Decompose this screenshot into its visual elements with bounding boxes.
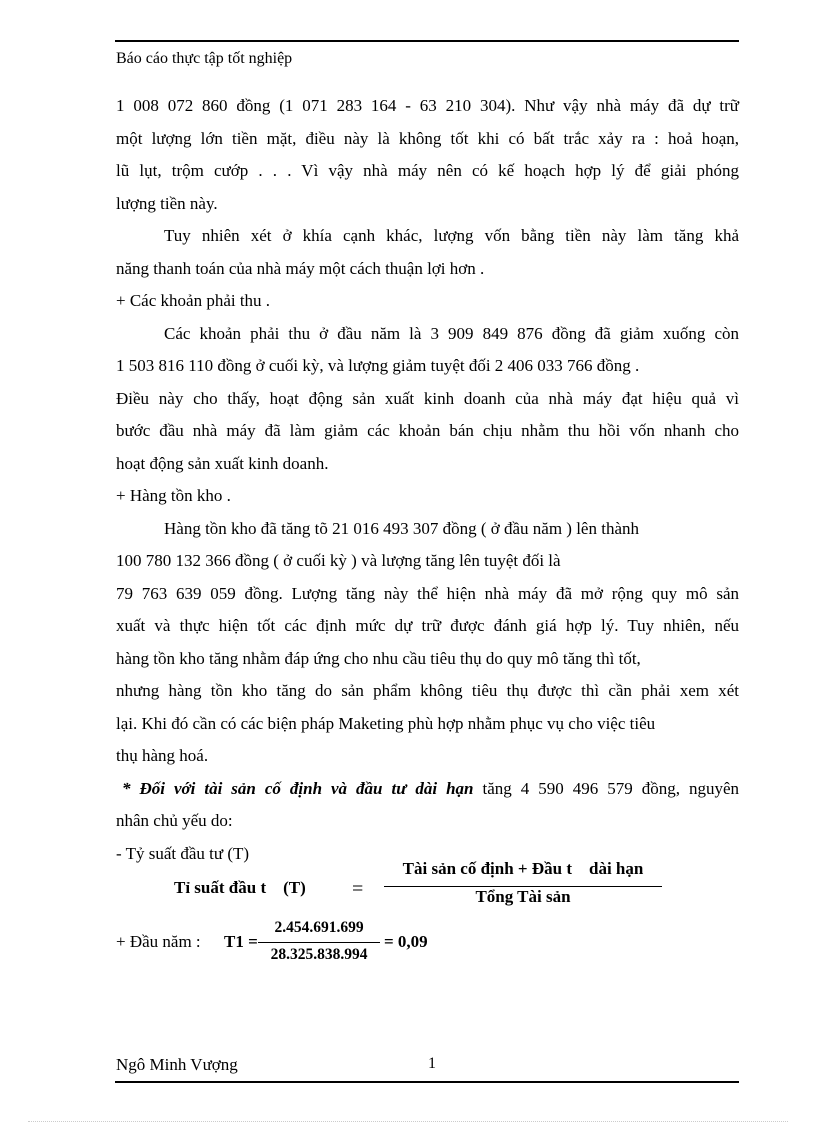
formula2-numerator: 2.454.691.699 [274,919,364,936]
page-edge [28,1121,788,1122]
fixed-assets-line [116,773,739,806]
body-line: Tuy nhiên xét ở khía cạnh khác, lượng vốn bằng tiền này làm tăng khả [164,226,739,245]
formula1-denominator: Tổng Tài sản [475,887,571,906]
footer-rule [115,1081,739,1083]
fixed-assets-rest: tăng 4 590 496 579 đồng, nguyên [473,778,739,798]
body-line: 1 503 816 110 đồng ở cuối kỳ, và lượng giảm tuyệt đối 2 406 033 766 đồng . [116,356,640,375]
ratio-heading: - Tỷ suất đầu tư (T) [116,843,250,863]
body-line: 1 008 072 860 đồng (1 071 283 164 - 63 210 304). Như vậy nhà máy đã dự trữ [116,96,739,115]
body-line: xuất và thực hiện tốt các định mức dự trữ được đánh giá hợp lý. Tuy nhiên, nếu [116,616,739,635]
body-line: Hàng tồn kho đã tăng tõ 21 016 493 307 đồng ( ở đầu năm ) lên thành [164,518,639,538]
fixed-assets-heading: Đối với tài sản cố định và đầu tư dài hạn [139,778,474,798]
section-heading-receivables: + Các khoản phải thu . [116,291,271,310]
body-line: thụ hàng hoá. [116,746,209,765]
formula2-result: = 0,09 [384,932,428,951]
page-number: 1 [428,1055,436,1072]
body-line: hoạt động sản xuất kinh doanh. [116,453,329,473]
body-line: nhân chủ yếu do: [116,811,233,830]
fixed-assets-prefix: * [122,778,140,798]
formula1-equals: = [352,878,364,900]
header-rule [115,40,739,42]
formula1-lhs: Tỉ suất đầu t (T) [174,878,306,897]
formula1-numerator: Tài sản cố định + Đầu t dài hạn [402,859,644,878]
formula2-denominator: 28.325.838.994 [270,946,368,963]
body-line: bước đầu nhà máy đã làm giảm các khoản bán chịu nhằm thu hồi vốn nhanh cho [116,421,739,440]
header-title: Báo cáo thực tập tốt nghiệp [116,50,293,67]
body-line: Điều này cho thấy, hoạt động sản xuất kinh doanh của nhà máy đạt hiệu quả vì [116,388,739,408]
body-line: một lượng lớn tiền mặt, điều này là không tốt khi có bất trắc xảy ra : hoả hoạn, [116,128,739,148]
formula2-fraction-bar [258,942,380,943]
body-line: lượng tiền này. [116,193,218,213]
body-line: lại. Khi đó cần có các biện pháp Maketing phù hợp nhằm phục vụ cho việc tiêu [116,713,656,733]
body-line: Các khoản phải thu ở đầu năm là 3 909 849 876 đồng đã giảm xuống còn [164,323,739,343]
body-line: nhưng hàng tồn kho tăng do sản phẩm không tiêu thụ được thì cần phải xem xét [116,681,739,700]
section-heading-inventory: + Hàng tồn kho . [116,486,231,505]
body-line: 79 763 639 059 đồng. Lượng tăng này thể hiện nhà máy đã mở rộng quy mô sản [116,583,739,603]
body-line: năng thanh toán của nhà máy một cách thuận lợi hơn . [116,258,485,278]
body-line: lũ lụt, trộm cướp . . . Vì vậy nhà máy nên có kế hoạch hợp lý để giải phóng [116,161,739,180]
body-line: hàng tồn kho tăng nhằm đáp ứng cho nhu cầu tiêu thụ do quy mô tăng thì tốt, [116,648,641,668]
formula2-label: + Đầu năm : [116,932,201,951]
body-line: 100 780 132 366 đồng ( ở cuối kỳ ) và lượng tăng lên tuyệt đối là [116,551,561,570]
document-body [116,90,739,870]
footer-author: Ngô Minh Vượng [116,1055,238,1074]
formula2-lhs: T1 = [224,932,258,951]
